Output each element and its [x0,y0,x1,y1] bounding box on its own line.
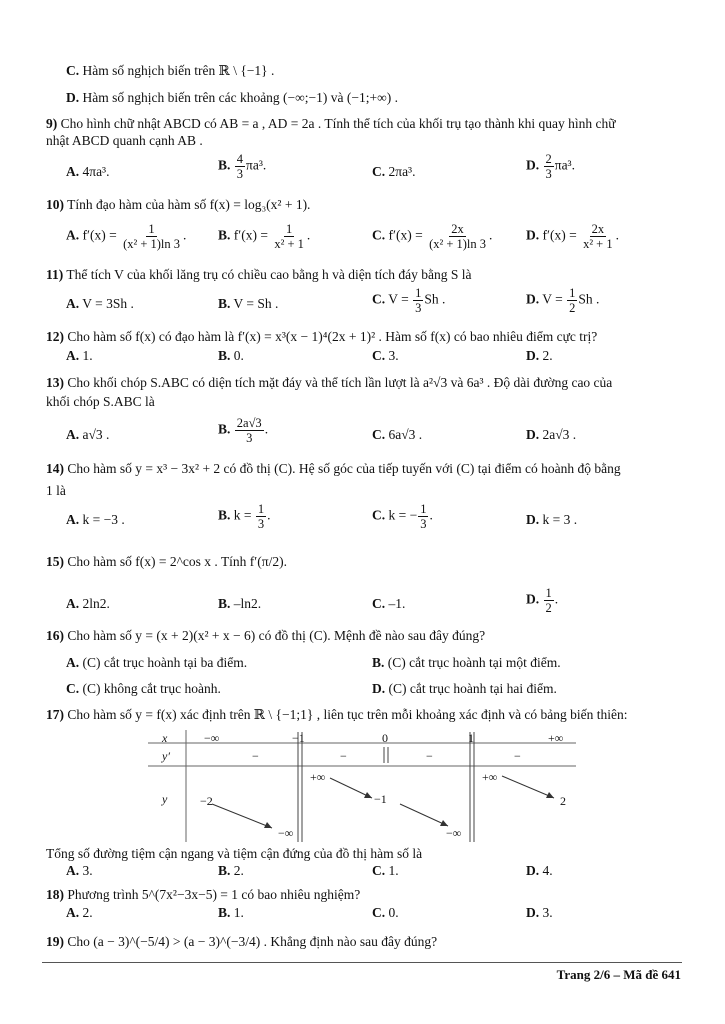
page-footer: Trang 2/6 – Mã đề 641 [556,967,681,982]
fraction: $\frac{2}{3}$ [545,152,552,181]
q17-option-c: C. 1. [372,863,399,878]
q16-option-b: B. (C) cắt trục hoành tại một điểm. [372,655,561,670]
question-text: nhật ABCD quanh cạnh AB . [46,133,203,148]
q17-option-d: D. 4. [526,863,553,878]
q12-stem: 12) Cho hàm số f(x) có đạo hàm là f′(x) = x³(x − 1)⁴(2x + 1)² . Hàm số f(x) có bao nhiêu điểm cực trị? [46,329,598,344]
table-yprime-sign: − [340,749,347,763]
q10-stem: 10) Tính đạo hàm của hàm số f(x) = log₃(x² + 1). [46,197,311,212]
q18-option-a: A. 2. [66,905,93,920]
footer-divider [42,962,682,963]
q14-stem: 14) Cho hàm số y = x³ − 3x² + 2 có đồ thị (C). Hệ số góc của tiếp tuyến với (C) tại điểm có hoành độ bằng [46,461,621,476]
table-y-value: −∞ [278,826,294,840]
q13-stem: 13) Cho khối chóp S.ABC có diện tích mặt đáy và thể tích lần lượt là a²√3 và 6a³ . Độ dài đường cao của [46,375,613,390]
question-number: 9) [46,116,58,131]
q12-option-b: B. 0. [218,348,244,363]
q9-stem-cont [46,132,203,150]
q17-question: Tổng số đường tiệm cận ngang và tiệm cận đứng của đồ thị hàm số là [46,846,423,861]
q12-option-a: A. 1. [66,348,93,363]
q19-stem: 19) Cho (a − 3)^(−5/4) > (a − 3)^(−3/4) . Khẳng định nào sau đây đúng? [46,934,438,949]
table-x-value: −1 [292,731,305,745]
option-text: Hàm số nghịch biến trên các khoảng (−∞;−1) và (−1;+∞) . [82,90,398,105]
q9-option-b: B. $\frac{4}{3}$ πa³. [218,152,267,181]
q15-option-d: D. $\frac{1}{2}$ . [526,586,559,615]
q15-option-a: A. 2ln2. [66,596,110,611]
q13-option-c: C. 6a√3 . [372,427,423,442]
table-row-label-y: y [162,792,168,806]
q9-option-c: C. 2πa³. [372,164,416,179]
q16-option-c: C. (C) không cắt trục hoành. [66,681,221,696]
q13-option-d: D. 2a√3 . [526,427,577,442]
table-row-label-yprime: y′ [162,749,170,763]
q13-option-b: B. $\frac{2a√3}{3}$ . [218,416,269,445]
table-row-label-x: x [162,731,168,745]
q12-option-c: C. 3. [372,348,399,363]
table-x-value: −∞ [204,731,220,745]
q13-option-a: A. a√3 . [66,427,110,442]
q11-option-b: B. V = Sh . [218,296,279,311]
q14-option-c: C. k = − $\frac{1}{3}$ . [372,502,433,531]
q15-option-b: B. –ln2. [218,596,262,611]
q14-option-d: D. k = 3 . [526,512,578,527]
q11-stem: 11) Thể tích V của khối lăng trụ có chiều cao bằng h và diện tích đáy bằng S là [46,267,472,282]
table-yprime-sign: − [426,749,433,763]
q10-option-a: A. f′(x) = $\frac{1}{\text{(x² + 1)ln 3}}$ . [66,222,187,251]
table-y-value: +∞ [482,770,498,784]
q13-stem-cont: khối chóp S.ABC là [46,394,155,409]
option-label: D. [66,90,80,105]
q18-option-b: B. 1. [218,905,244,920]
q11-option-a: A. V = 3Sh . [66,296,134,311]
q9-option-a: A. 4πa³. [66,164,110,179]
q17-option-b: B. 2. [218,863,244,878]
fraction: $\frac{4}{3}$ [236,152,244,181]
q14-option-b: B. k = $\frac{1}{3}$ . [218,502,271,531]
arrow-segment-4 [502,776,554,798]
q16-option-d: D. (C) cắt trục hoành tại hai điểm. [372,681,557,696]
q10-option-d: D. f′(x) = $\frac{2x}{\text{x² + 1}}$ . [526,222,619,251]
q8-option-d [66,89,398,107]
table-y-value: +∞ [310,770,326,784]
q16-option-a: A. (C) cắt trục hoành tại ba điểm. [66,655,248,670]
q18-stem: 18) Phương trình 5^(7x²−3x−5) = 1 có bao nhiêu nghiệm? [46,887,361,902]
q17-option-a: A. 3. [66,863,93,878]
q10-option-b: B. f′(x) = $\frac{1}{\text{x² + 1}}$ . [218,222,311,251]
variation-table [148,730,576,842]
table-y-value: −1 [374,792,387,806]
q15-option-c: C. –1. [372,596,406,611]
q18-option-d: D. 3. [526,905,553,920]
arrow-segment-3 [400,804,448,826]
table-y-value: −∞ [446,826,462,840]
q14-option-a: A. k = −3 . [66,512,125,527]
arrow-segment-1 [212,804,272,828]
option-label: C. [66,63,80,78]
table-y-value: 2 [560,794,566,808]
q11-option-d: D. V = $\frac{1}{2}$ Sh . [526,286,600,315]
q10-option-c: C. f′(x) = $\frac{2x}{\text{(x² + 1)ln 3}}$ . [372,222,493,251]
table-yprime-sign: − [514,749,521,763]
table-x-value: 1 [468,731,474,745]
q8-option-c [66,62,274,80]
table-x-value: +∞ [548,731,564,745]
q16-stem: 16) Cho hàm số y = (x + 2)(x² + x − 6) có đồ thị (C). Mệnh đề nào sau đây đúng? [46,628,486,643]
q11-option-c: C. V = $\frac{1}{3}$ Sh . [372,286,446,315]
q18-option-c: C. 0. [372,905,399,920]
q17-stem: 17) Cho hàm số y = f(x) xác định trên ℝ \ {−1;1} , liên tục trên mỗi khoảng xác định và có bảng biến thiên: [46,707,628,722]
q15-stem: 15) Cho hàm số f(x) = 2^cos x . Tính f′(π/2). [46,554,287,569]
q9-stem [46,115,616,133]
q9-option-d: D. $\frac{2}{3}$ πa³. [526,152,575,181]
option-text: Hàm số nghịch biến trên ℝ \ {−1} . [82,63,275,78]
q12-option-d: D. 2. [526,348,553,363]
q14-stem-cont: 1 là [46,483,66,498]
question-text: Cho hình chữ nhật ABCD có AB = a , AD = 2a . Tính thể tích của khối trụ tạo thành khi quay hình chữ [60,116,616,131]
variation-table-lines [148,730,576,842]
table-y-value: −2 [200,794,213,808]
table-yprime-sign: − [252,749,259,763]
table-x-value: 0 [382,731,388,745]
